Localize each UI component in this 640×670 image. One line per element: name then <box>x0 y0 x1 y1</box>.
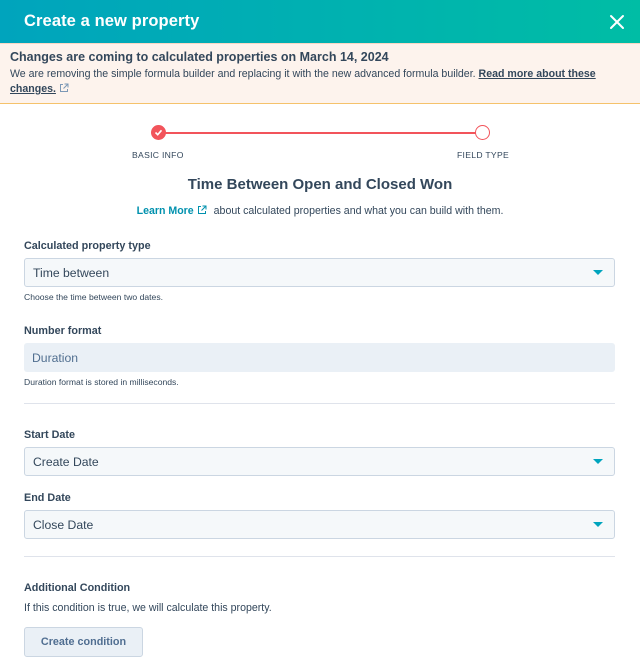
banner-text <box>10 67 630 97</box>
number-format-help: Duration format is stored in milliseconds. <box>24 377 179 387</box>
additional-condition-text: If this condition is true, we will calculate this property. <box>24 602 272 614</box>
number-format-field <box>24 343 615 372</box>
create-condition-button[interactable]: Create condition <box>24 627 143 657</box>
progress-stepper <box>0 124 640 176</box>
end-date-value: Close Date <box>33 517 94 532</box>
modal-header <box>0 0 640 43</box>
divider <box>24 403 615 404</box>
close-icon <box>608 13 626 31</box>
start-date-label: Start Date <box>24 429 76 441</box>
step-complete-icon <box>151 125 166 140</box>
check-icon <box>154 128 163 137</box>
end-date-label: End Date <box>24 492 71 504</box>
caret-down-icon <box>593 522 603 527</box>
number-format-value: Duration <box>32 350 79 365</box>
start-date-select[interactable] <box>24 447 615 476</box>
calc-type-value: Time between <box>33 265 110 280</box>
step-label-field-type: FIELD TYPE <box>457 150 510 160</box>
number-format-label: Number format <box>24 325 102 337</box>
property-form <box>0 240 640 657</box>
step-current-icon <box>475 125 490 140</box>
external-link-icon <box>197 205 207 215</box>
calc-type-label: Calculated property type <box>24 240 151 252</box>
banner-title: Changes are coming to calculated properties on March 14, 2024 <box>10 50 389 64</box>
end-date-select[interactable] <box>24 510 615 539</box>
modal-title: Create a new property <box>24 12 200 30</box>
learn-more-link[interactable]: Learn More <box>136 205 194 217</box>
close-button[interactable] <box>608 13 626 31</box>
stepper-line <box>158 132 482 134</box>
announcement-banner <box>0 43 640 104</box>
step-label-basic-info: BASIC INFO <box>132 150 184 160</box>
additional-condition-title: Additional Condition <box>24 582 131 594</box>
learn-more-text: about calculated properties and what you can build with them. <box>213 205 504 217</box>
read-more-link[interactable]: Read more about these changes. <box>10 68 596 95</box>
caret-down-icon <box>593 459 603 464</box>
learn-more-row <box>0 205 640 217</box>
external-link-icon <box>59 83 69 93</box>
banner-message: We are removing the simple formula builder and replacing it with the new advanced formula builder. <box>10 68 476 80</box>
calc-type-help: Choose the time between two dates. <box>24 292 164 302</box>
calc-type-select[interactable] <box>24 258 615 287</box>
divider <box>24 556 615 557</box>
start-date-value: Create Date <box>33 454 99 469</box>
page-title: Time Between Open and Closed Won <box>187 176 453 193</box>
caret-down-icon <box>593 270 603 275</box>
